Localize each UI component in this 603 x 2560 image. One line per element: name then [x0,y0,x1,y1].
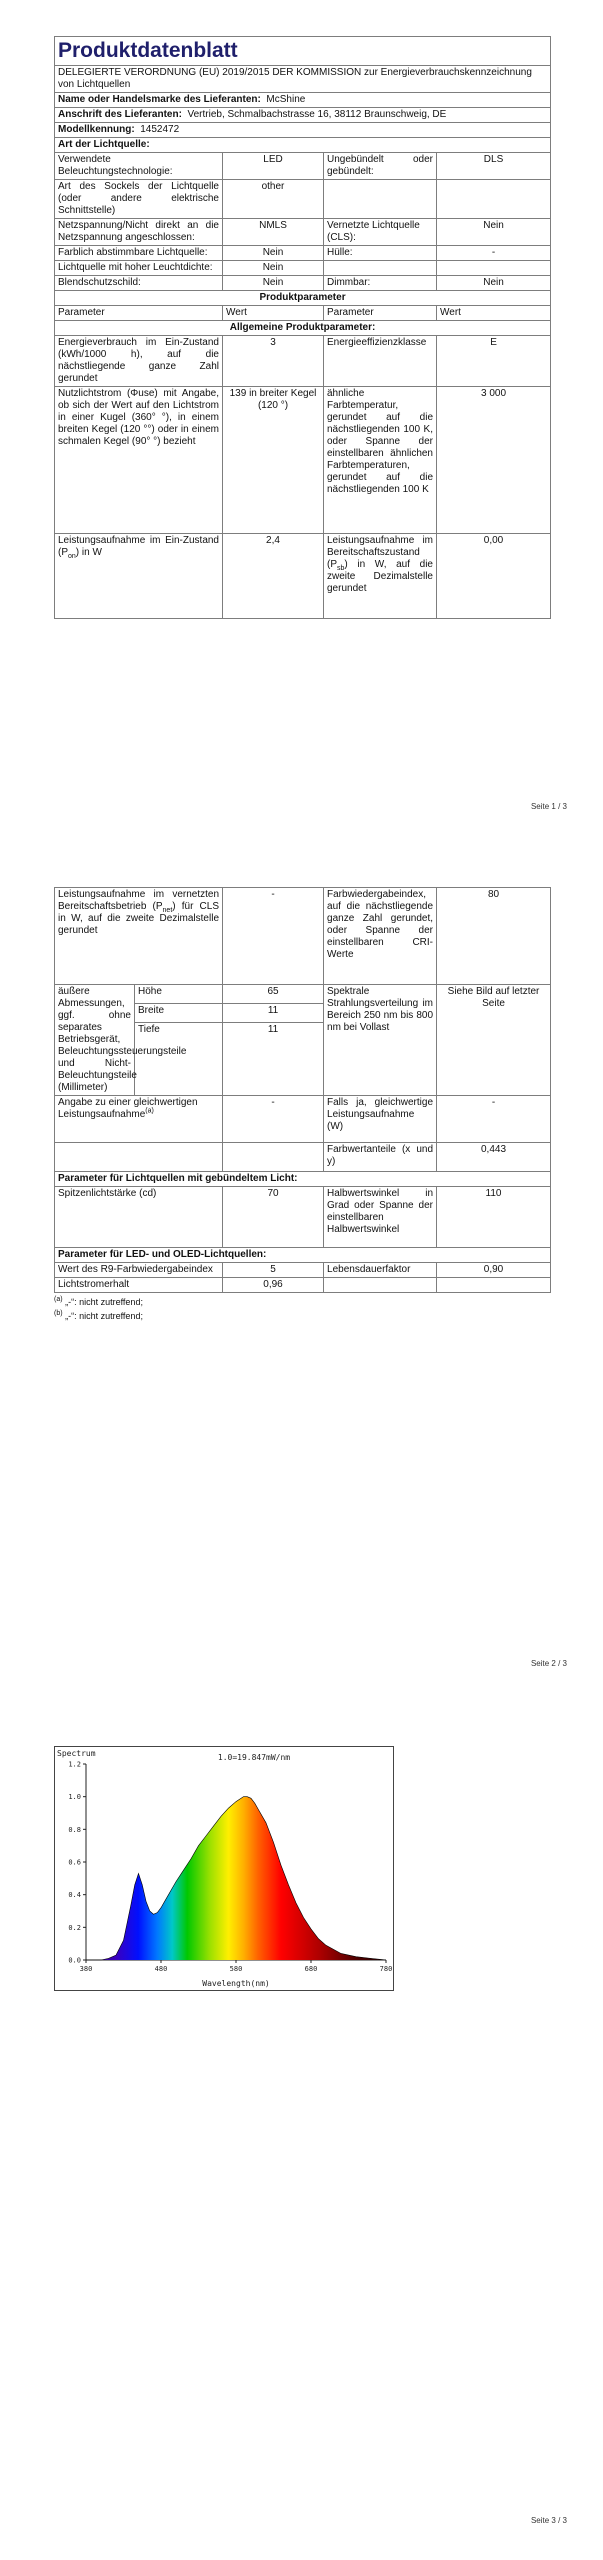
directional-params-header: Parameter für Lichtquellen mit gebündeltem Licht: [55,1172,551,1187]
supplier-address-value: Vertrieb, Schmalbachstrasse 16, 38112 Braunschweig, DE [187,109,447,120]
empty-cell [437,1278,551,1293]
x-tick-label: 580 [229,1965,243,1973]
footnote-mark: (b) [54,1310,63,1317]
col-param-header: Parameter [55,306,223,321]
row-value [437,180,551,219]
row-value [437,261,551,276]
dimension-name: Breite [135,1004,223,1023]
x-tick-label: 780 [379,1965,393,1973]
row-value: LED [223,153,324,180]
row-label: Farblich abstimmbare Lichtquelle: [55,246,223,261]
row-label: Ungebündelt oder gebündelt: [324,153,437,180]
row-label: Nutzlichtstrom (Φuse) mit Angabe, ob sich der Wert auf den Lichtstrom in einer Kugel (360° °), in einem breiten Kegel (120 °°) oder in einem schmalen Kegel (90° °) bezieht [55,387,223,534]
datasheet-page-2 [54,887,550,1323]
row-value: DLS [437,153,551,180]
row-value: 139 in breiter Kegel (120 °) [223,387,324,534]
row-value: Nein [223,261,324,276]
equiv-power-flag-value: - [223,1096,324,1143]
page-3 [0,1706,603,2559]
supplier-address-row [55,108,551,123]
supplier-name-row [55,93,551,108]
table-row [55,1187,551,1248]
table-row [55,534,551,619]
spectrum-chart [54,1746,394,1996]
chromaticity-label: Farbwertanteile (x und y) [324,1143,437,1172]
power-on-value: 2,4 [223,534,324,619]
lifetime-label: Lebensdauerfaktor [324,1263,437,1278]
x-tick-label: 380 [79,1965,93,1973]
row-label: Verwendete Beleuchtungstechnologie: [55,153,223,180]
row-value: Nein [437,219,551,246]
x-axis-label: Wavelength(nm) [202,1979,270,1988]
table-row [55,888,551,985]
standby-value: 0,00 [437,534,551,619]
datasheet-table-1 [54,36,551,619]
y-tick-label: 1.2 [68,1760,81,1769]
column-header-row [55,306,551,321]
page-number: Seite 3 / 3 [530,2516,567,2525]
page-number: Seite 1 / 3 [530,802,567,811]
model-label: Modellkennung: [58,124,135,135]
equiv-label-text: Angabe zu einer gleichwertigen Leistungsaufnahme [58,1097,198,1120]
dimension-value: 11 [223,1004,324,1023]
regulation-text: DELEGIERTE VERORDNUNG (EU) 2019/2015 DER KOMMISSION zur Energieverbrauchskennzeichnung von Lichtquellen [55,66,551,93]
footnote-mark: (a) [54,1296,63,1303]
row-label: Lichtquelle mit hoher Leuchtdichte: [55,261,223,276]
row-label: Vernetzte Lichtquelle (CLS): [324,219,437,246]
dimensions-label: äußere Abmessungen, ggf. ohne separates Betriebsgerät, Beleuchtungssteuerungsteile und Nicht-Beleuchtungsteile (Millimeter) [55,985,135,1096]
page-1 [0,0,603,853]
table-row [55,153,551,180]
col-value-header: Wert [223,306,324,321]
lumen-maintenance-label: Lichtstromerhalt [55,1278,223,1293]
y-tick-label: 0.0 [68,1956,81,1965]
row-value: 3 000 [437,387,551,534]
product-params-header: Produktparameter [55,291,551,306]
page-2 [0,853,603,1706]
row-value: - [437,246,551,261]
table-row [55,276,551,291]
supplier-name-value: McShine [266,94,306,105]
power-on-label-unit: ) in W [75,547,102,558]
cri-value: 80 [437,888,551,985]
page-title: Produktdatenblatt [55,37,551,66]
led-params-header: Parameter für LED- und OLED-Lichtquellen: [55,1248,551,1263]
page-number: Seite 2 / 3 [530,1659,567,1668]
row-label: Energieeffizienzklasse [324,336,437,387]
x-tick-label: 680 [304,1965,318,1973]
row-label: Blendschutzschild: [55,276,223,291]
y-tick-label: 0.2 [68,1923,81,1932]
row-label: ähnliche Farbtemperatur, gerundet auf die nächstliegenden 100 K, oder Spanne der einstellbaren ähnlichen Farbtemperaturen, gerundet auf die nächstliegenden 100 K [324,387,437,534]
chart-title: 1.0=19.847mW/nm [217,1753,291,1762]
footnotes [54,1295,550,1323]
lifetime-value: 0,90 [437,1263,551,1278]
power-on-sub: on [68,553,76,560]
table-row [55,985,551,1004]
footnote-text: „-“: nicht zutreffend; [65,1297,143,1307]
row-label: Art des Sockels der Lichtquelle (oder andere elektrische Schnittstelle) [55,180,223,219]
cri-label: Farbwiedergabeindex, auf die nächstliegende ganze Zahl gerundet, oder Spanne der einstellbaren CRI-Werte [324,888,437,985]
y-tick-label: 0.8 [68,1825,81,1834]
row-value: Nein [223,276,324,291]
row-label: Netzspannung/Nicht direkt an die Netzspannung angeschlossen: [55,219,223,246]
row-label: Hülle: [324,246,437,261]
general-params-header: Allgemeine Produktparameter: [55,321,551,336]
empty-cell [223,1143,324,1172]
table-row [55,1143,551,1172]
supplier-address-label: Anschrift des Lieferanten: [58,109,182,120]
supplier-name-label: Name oder Handelsmarke des Lieferanten: [58,94,261,105]
footnote-text: „-“: nicht zutreffend; [65,1311,143,1321]
table-row [55,336,551,387]
equiv-power-value: - [437,1096,551,1143]
row-label [324,180,437,219]
spectral-value: Siehe Bild auf letzter Seite [437,985,551,1096]
y-tick-label: 1.0 [68,1793,81,1802]
row-label: Energieverbrauch im Ein-Zustand (kWh/1000 h), auf die nächstliegende ganze Zahl gerundet [55,336,223,387]
table-row [55,261,551,276]
power-on-label-text: Leistungsaufnahme im Ein-Zustand (P [58,535,219,558]
model-value: 1452472 [140,124,180,135]
standby-sub: sb [337,565,345,572]
row-value: Nein [437,276,551,291]
dimension-name: Tiefe [135,1023,223,1096]
x-tick-label: 480 [154,1965,168,1973]
equiv-power-label: Falls ja, gleichwertige Leistungsaufnahme (W) [324,1096,437,1143]
row-label: Dimmbar: [324,276,437,291]
row-value: other [223,180,324,219]
standby-label-text: Leistungsaufnahme im Bereitschaftszustand (P [327,535,433,570]
datasheet-page-1 [54,36,550,619]
footnote-mark: (a) [145,1107,154,1115]
lumen-maintenance-value: 0,96 [223,1278,324,1293]
dimension-value: 11 [223,1023,324,1096]
col-param-header: Parameter [324,306,437,321]
spectrum-svg [54,1746,394,1991]
beam-angle-value: 110 [437,1187,551,1248]
standby-label [324,534,437,619]
net-standby-label-unit: ) für CLS in W, auf die zweite Dezimalstelle gerundet [58,901,220,936]
row-value: NMLS [223,219,324,246]
row-label [324,261,437,276]
equiv-power-flag-label [55,1096,223,1143]
dimension-value: 65 [223,985,324,1004]
chart-corner-label: Spectrum [57,1749,96,1758]
power-on-label [55,534,223,619]
net-standby-label-text: Leistungsaufnahme im vernetzten Bereitschaftsbetrieb (P [58,889,220,912]
footnote-a [54,1295,550,1309]
row-value: 3 [223,336,324,387]
r9-value: 5 [223,1263,324,1278]
r9-label: Wert des R9-Farbwiedergabeindex [55,1263,223,1278]
col-value-header: Wert [437,306,551,321]
table-row [55,387,551,534]
footnote-b [54,1309,550,1323]
y-tick-label: 0.6 [68,1858,81,1867]
table-row [55,1263,551,1278]
chromaticity-value: 0,443 [437,1143,551,1172]
beam-angle-label: Halbwertswinkel in Grad oder Spanne der einstellbaren Halbwertswinkel [324,1187,437,1248]
net-standby-value: - [223,888,324,985]
standby-label-unit: ) in W, auf die zweite Dezimalstelle gerundet [327,559,433,594]
spectral-label: Spektrale Strahlungsverteilung im Bereich 250 nm bis 800 nm bei Vollast [324,985,437,1096]
table-row [55,1096,551,1143]
net-standby-sub: net [162,907,173,914]
dimension-name: Höhe [135,985,223,1004]
light-source-type-header: Art der Lichtquelle: [55,138,551,153]
row-value: Nein [223,246,324,261]
empty-cell [324,1278,437,1293]
table-row [55,180,551,219]
table-row [55,246,551,261]
datasheet-table-2 [54,887,551,1293]
y-tick-label: 0.4 [68,1891,81,1900]
net-standby-label [55,888,223,985]
peak-intensity-value: 70 [223,1187,324,1248]
row-value: E [437,336,551,387]
empty-cell [55,1143,223,1172]
table-row [55,219,551,246]
peak-intensity-label: Spitzenlichtstärke (cd) [55,1187,223,1248]
model-row [55,123,551,138]
table-row [55,1278,551,1293]
